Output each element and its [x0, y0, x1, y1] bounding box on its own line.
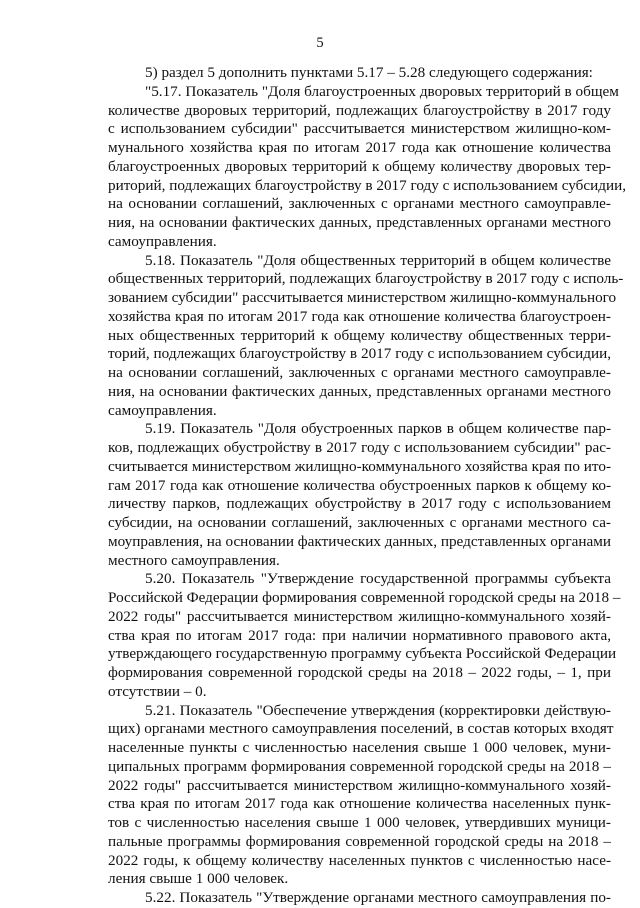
text-line: 5.19. Показатель "Доля обустроенных парков в общем количестве пар-: [145, 420, 611, 438]
text-line: Российской Федерации формирования современной городской среды на 2018 –: [108, 589, 621, 606]
text-line: 2022 годы" рассчитывается министерством жилищно-коммунального хозяй-: [108, 607, 611, 625]
text-line: риторий, подлежащих благоустройству в 2017 году с использованием субсидии,: [108, 176, 627, 194]
document-body: [108, 64, 627, 908]
text-line: 2022 годы" рассчитывается министерством жилищно-коммунального хозяй-: [108, 776, 611, 794]
text-line: пальные программы формирования современной городской среды на 2018 –: [108, 832, 611, 850]
text-line: зованием субсидии" рассчитывается министерством жилищно-коммунального: [108, 289, 617, 306]
text-line: ства края по итогам 2017 года как отношение количества населенных пунк-: [108, 795, 611, 813]
text-line: утверждающего государственную программу субъекта Российской Федерации: [108, 645, 617, 663]
text-line: 2022 годы, к общему количеству населенных пунктов с численностью насе-: [108, 851, 611, 869]
text-line: торий, подлежащих благоустройству в 2017 году с использованием субсидии,: [108, 345, 611, 363]
text-line: хозяйства края по итогам 2017 года как отношение количества благоустроен-: [108, 307, 611, 325]
text-line: благоустроенных дворовых территорий к общему количеству дворовых тер-: [108, 157, 611, 175]
text-line: считывается министерством жилищно-коммунального хозяйства края по ито-: [108, 457, 611, 475]
text-line: щих) органами местного самоуправления поселений, в состав которых входят: [108, 720, 614, 738]
text-line: 5.21. Показатель "Обеспечение утверждения (корректировки действую-: [145, 701, 611, 719]
text-line: гам 2017 года как отношение количества обустроенных парков к общему ко-: [108, 476, 611, 494]
text-line: 5) раздел 5 дополнить пунктами 5.17 – 5.28 следующего содержания:: [145, 64, 593, 81]
text-line: 5.18. Показатель "Доля общественных территорий в общем количестве: [145, 251, 611, 269]
text-line: субсидии, на основании соглашений, заключенных с органами местного са-: [108, 514, 611, 531]
text-line: ления свыше 1 000 человек.: [108, 870, 289, 888]
text-line: местного самоуправления.: [108, 551, 280, 569]
page-number: 5: [316, 35, 324, 51]
text-line: формирования современной городской среды на 2018 – 2022 годы, – 1, при: [108, 664, 611, 681]
text-line: общественных территорий, подлежащих благоустройству в 2017 году с исполь-: [108, 270, 624, 288]
text-line: ков, подлежащих обустройству в 2017 году с использованием субсидии" рас-: [108, 439, 611, 456]
text-line: самоуправления.: [108, 401, 217, 419]
text-line: ния, на основании фактических данных, представленных органами местного: [108, 214, 611, 231]
text-line: на основании соглашений, заключенных с органами местного самоуправле-: [108, 364, 611, 381]
text-line: тов с численностью населения свыше 1 000 человек, утвердивших муници-: [108, 814, 611, 831]
text-line: моуправления, на основании фактических данных, представленных органами: [108, 532, 612, 550]
text-line: 5.22. Показатель "Утверждение органами местного самоуправления по-: [145, 889, 611, 906]
text-line: с использованием субсидии" рассчитывается министерством жилищно-ком-: [108, 120, 611, 138]
text-line: ных общественных территорий к общему количеству общественных терри-: [108, 326, 611, 344]
text-line: самоуправления.: [108, 232, 217, 250]
text-line: ства края по итогам 2017 года: при наличии нормативного правового акта,: [108, 626, 611, 644]
text-line: отсутствии – 0.: [108, 682, 207, 700]
text-line: ципальных программ формирования современной городской среды на 2018 –: [108, 757, 611, 775]
text-line: личеству парков, подлежащих обустройству в 2017 году с использованием: [108, 495, 611, 513]
text-line: мунального хозяйства края по итогам 2017 года как отношение количества: [108, 139, 611, 156]
text-line: на основании соглашений, заключенных с органами местного самоуправле-: [108, 195, 611, 213]
text-line: "5.17. Показатель "Доля благоустроенных дворовых территорий в общем: [145, 82, 619, 100]
text-line: ния, на основании фактических данных, представленных органами местного: [108, 382, 611, 400]
text-line: количестве дворовых территорий, подлежащих благоустройству в 2017 году: [108, 101, 611, 119]
text-line: 5.20. Показатель "Утверждение государственной программы субъекта: [145, 570, 611, 588]
text-line: населенные пункты с численностью населения свыше 1 000 человек, муни-: [108, 739, 611, 756]
